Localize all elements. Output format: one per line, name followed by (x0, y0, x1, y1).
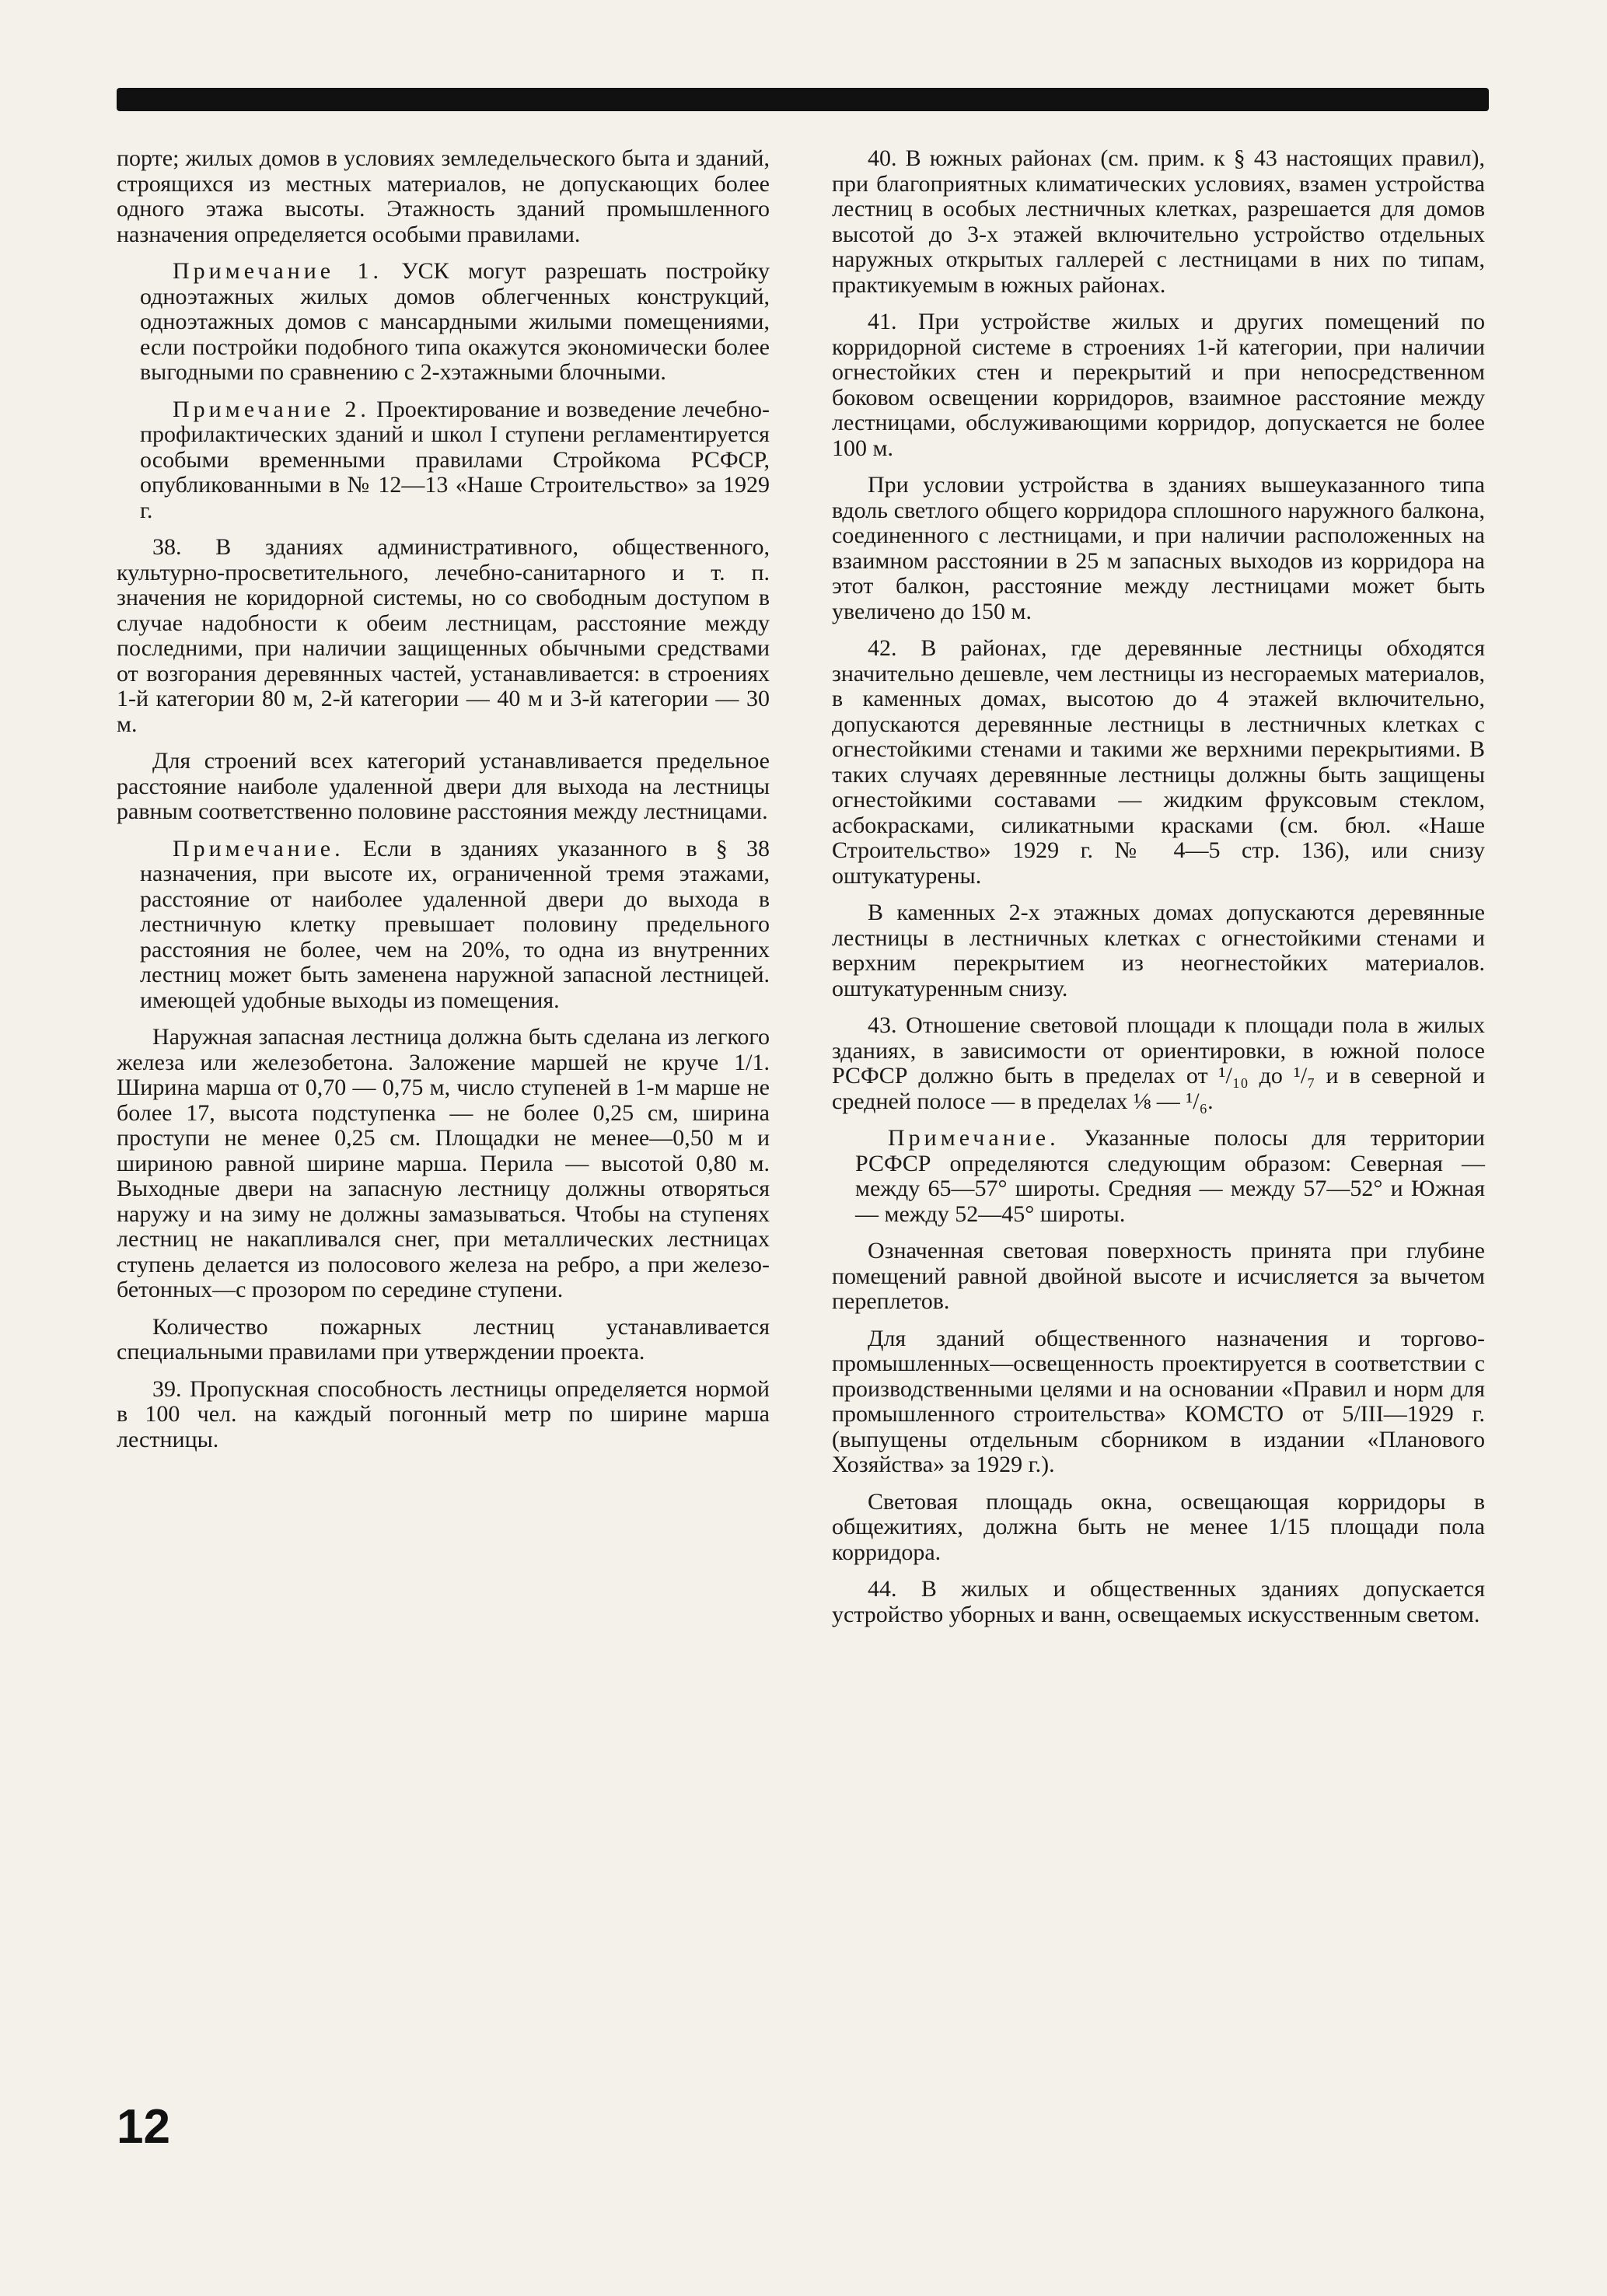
paragraph-44: 44. В жилых и общественных зданиях допускается устройство уборных и ванн, освещаемых искусственным светом. (832, 1576, 1485, 1627)
note-2 (140, 397, 770, 524)
paragraph-38: 38. В зданиях административного, общественного, культурно-просветительного, лечебно-санитарного и т. п. значения не коридорной системы, но со свободным доступом в случае надобности к обеим лестницам, расстояние между последними, при наличии защищенных обычными средствами от возгорания деревянных частей, устанавливается: в строениях 1-й категории 80 м, 2-й категории — 40 м и 3-й категории — 30 м. (117, 534, 770, 737)
note-1 (140, 259, 770, 386)
note-1-text: УСК могут разрешать постройку одноэтажных жилых домов облегченных конструкций, одноэтажных домов с мансардными жилыми помещениями, если постройки подобного типа окажутся экономически более выгодными по сравнению с 2-хэтажными блочными. (140, 258, 770, 385)
paragraph-42: 42. В районах, где деревянные лестницы обходятся значительно дешевле, чем лестницы из несгораемых материалов, в каменных домах, высотою до 4 этажей включительно, допускаются деревянные лестницы в лестничных клетках с огнестойкими стенами и такими же верхними перекрытиями. В таких случаях деревянные лестницы должны быть защищены огнестойкими составами — жидким фруксовым стеклом, асбокрасками, силикатными красками (см. бюл. «Наше Строительство» 1929 г. № 4—5 стр. 136), или снизу оштукатурены. (832, 635, 1485, 889)
note-43 (855, 1126, 1485, 1227)
paragraph-42-two-storey: В каменных 2-х этажных домах допускаются деревянные лестницы в лестничных клетках с огнестойкими стенами и верхним перекрытием из неогнестойких материалов. оштукатуренным снизу. (832, 900, 1485, 1001)
note-43-label: Примечание. (888, 1125, 1060, 1151)
note-43-text: Указанные полосы для территории РСФСР определяются следующим образом: Северная — между 65—57° широты. Средняя — между 57—52° и Южная — между 52—45° широты. (855, 1125, 1485, 1227)
note-38 (140, 837, 770, 1014)
note-2-label: Примечание 2. (173, 396, 370, 422)
page-number: 12 (117, 2100, 170, 2154)
paragraph-43-surface: Означенная световая поверхность принята при глубине помещений равной двойной высоте и исчисляется за вычетом переплетов. (832, 1238, 1485, 1314)
right-column (832, 146, 1485, 1639)
paragraph-40: 40. В южных районах (см. прим. к § 43 настоящих правил), при благоприятных климатических условиях, взамен устройства лестниц в особых лестничных клетках, разрешается для домов высотой до 3-х этажей включительно устройство отдельных наружных открытых галлерей с лестницами в них по типам, практикуемым в южных районах. (832, 145, 1485, 298)
paragraph-fire-ladders: Количество пожарных лестниц устанавливается специальными правилами при утверждении проекта. (117, 1313, 770, 1365)
note-38-text: Если в зданиях указанного в § 38 назначения, при высоте их, ограниченной тремя этажами, расстояние от наиболее удаленной двери до выхода в лестничную клетку превышает половину предельного расстояния не более, чем на 20%, то одна из внутренних лестниц может быть заменена наружной запасной лестницей. имеющей удобные выходы из помещения. (140, 835, 770, 1013)
paragraph-43-corridor: Световая площадь окна, освещающая корридоры в общежитиях, должна быть не менее 1/15 площади пола корридора. (832, 1488, 1485, 1565)
top-rule (117, 88, 1489, 111)
note-38-label: Примечание. (173, 835, 344, 861)
paragraph-37-continued: порте; жилых домов в условиях земледельческого быта и зданий, строящихся из местных материалов, не допускающих более одного этажа высоты. Этажность зданий промышленного назначения определяется особыми правилами. (117, 145, 770, 247)
left-column (117, 146, 770, 1464)
paragraph-38-distance: Для строений всех категорий устанавливается предельное расстояние наиболе удаленной двери для выхода на лестницы равным соответственно половине расстояния между лестницами. (117, 748, 770, 824)
note-1-label: Примечание 1. (173, 258, 383, 284)
paragraph-outer-staircase: Наружная запасная лестница должна быть сделана из легкого железа или железобетона. Заложение маршей не круче 1/1. Ширина марша от 0,70 — 0,75 м, число ступеней в 1-м марше не более 17, высота подступенка — не более 0,25 см, ширина проступи не менее 0,25 см. Площадки не менее—0,50 м и шириною равной ширине марша. Перила — высотой 0,80 м. Выходные двери на запасную лестницу должны отворяться наружу и на зиму не должны замазываться. Чтобы на ступенях лестниц не накапливался снег, при металлических лестницах ступень делается из полосового железа на ребро, а при железо-бетонных—с прозором по середине ступени. (117, 1024, 770, 1302)
paragraph-41: 41. При устройстве жилых и других помещений по корридорной системе в строениях 1-й категории, при наличии огнестойких стен и перекрытий и при непосредственном боковом освещении корридоров, взаимное расстояние между лестницами, обслуживающими корридор, допускается не более 100 м. (832, 309, 1485, 461)
paragraph-39: 39. Пропускная способность лестницы определяется нормой в 100 чел. на каждый погонный метр по ширине марша лестницы. (117, 1375, 770, 1452)
paragraph-43: 43. Отношение световой площади к площади пола в жилых зданиях, в зависимости от ориентировки, в южной полосе РСФСР должно быть в пределах от ¹/₁₀ до ¹/₇ и в северной и средней полосе — в пределах ⅛ — ¹/₆. (832, 1012, 1485, 1114)
note-2-text: Проектирование и возведение лечебно-профилактических зданий и школ I ступени регламентируется особыми временными правилами Стройкома РСФСР, опубликованными в № 12—13 «Наше Строительство» за 1929 г. (140, 396, 770, 523)
paragraph-43-public: Для зданий общественного назначения и торгово-промышленных—освещенность проектируется в соответствии с производственными целями и на основании «Правил и норм для промышленного строительства» КОМСТО от 5/III—1929 г. (выпущены отдельным сборником в издании «Планового Хозяйства» за 1929 г.). (832, 1325, 1485, 1477)
paragraph-41-balcony: При условии устройства в зданиях вышеуказанного типа вдоль светлого общего корридора сплошного наружного балкона, соединенного с лестницами, и при наличии расположенных на взаимном расстоянии в 25 м запасных выходов из корридора на этот балкон, расстояние между лестницами может быть увеличено до 150 м. (832, 472, 1485, 624)
